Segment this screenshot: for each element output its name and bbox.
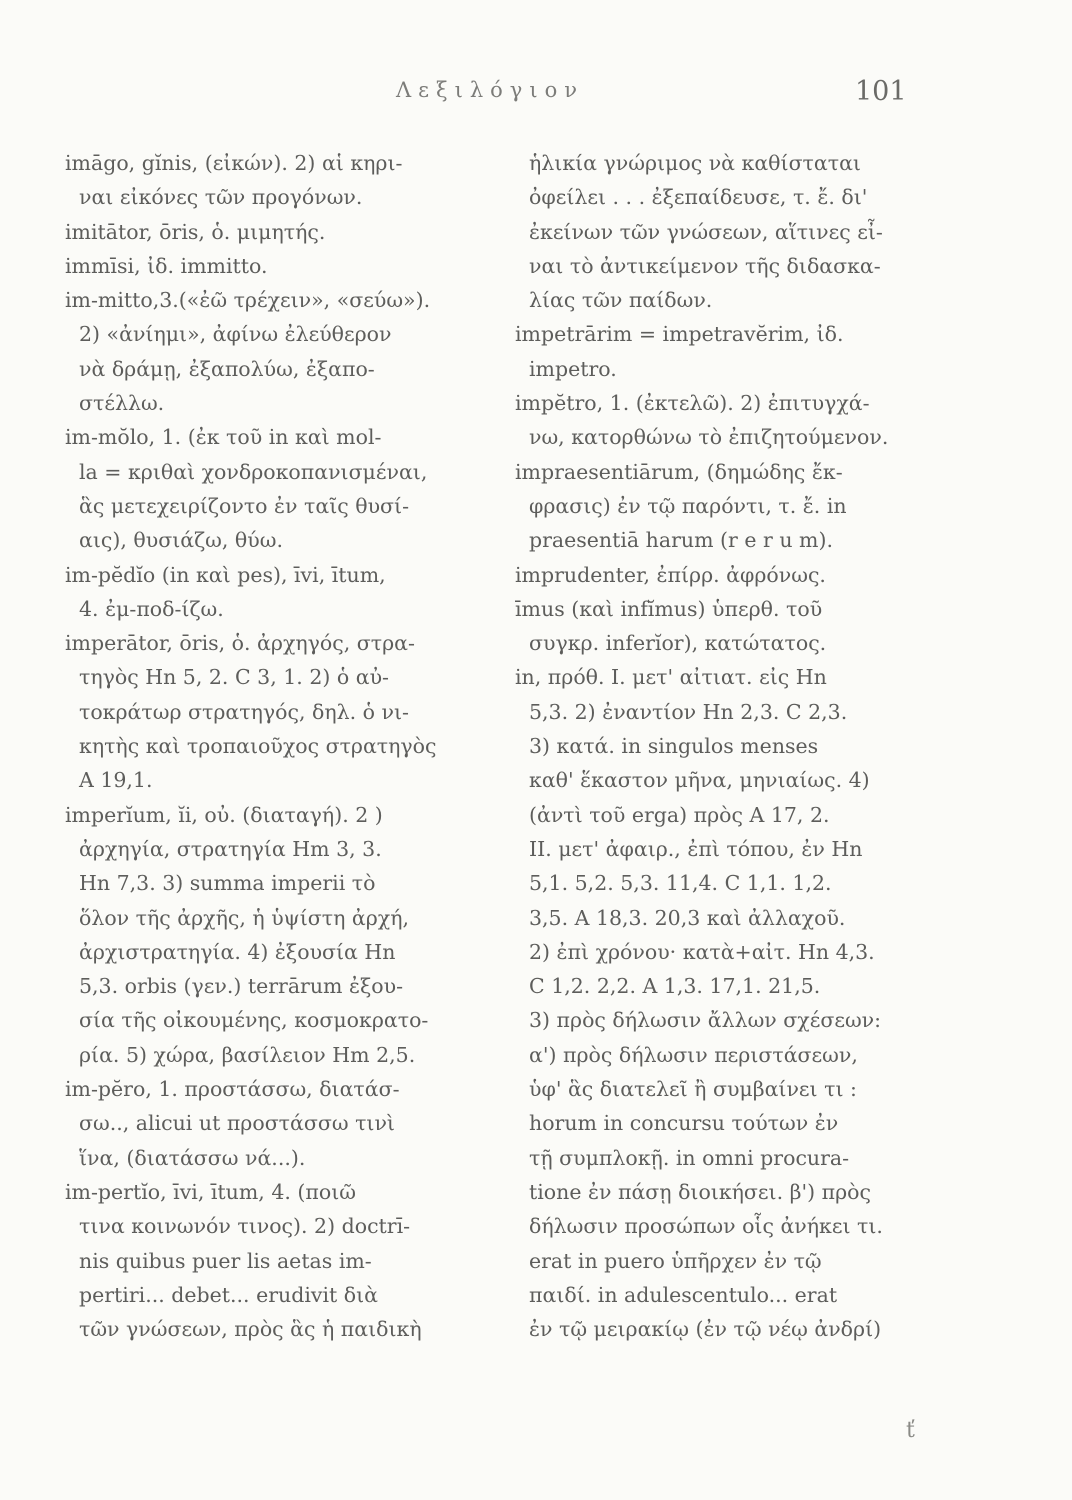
text-line: φρασις) ἐν τῷ παρόντι, τ. ἔ. in <box>529 493 847 518</box>
text-line: 3) πρὸς δήλωσιν ἄλλων σχέσεων: <box>529 1008 882 1033</box>
text-line: νὰ δράμῃ, ἐξαπολύω, ἐξαπο- <box>79 356 375 381</box>
text-line: 5,3. orbis (γεν.) terrārum ἐξου- <box>79 974 404 999</box>
text-line: δήλωσιν προσώπων οἷς ἀνήκει τι. <box>529 1214 883 1239</box>
left-column <box>65 146 495 1346</box>
text-line: τινα κοινωνόν τινος). 2) doctrī- <box>79 1214 411 1239</box>
text-line: impetro. <box>529 356 617 381</box>
text-line: impĕtro, 1. (ἐκτελῶ). 2) ἐπιτυγχά- <box>515 391 870 416</box>
text-line: imperĭum, ĭi, οὐ. (διαταγή). 2 ) <box>65 802 383 827</box>
text-line: (ἀντὶ τοῦ erga) πρὸς A 17, 2. <box>529 802 830 827</box>
text-line: im-mŏlo, 1. (ἐκ τοῦ in καὶ mol- <box>65 425 382 450</box>
text-line: ἀρχηγία, στρατηγία Hm 3, 3. <box>79 836 382 861</box>
text-line: nis quibus puer lis aetas im- <box>79 1248 372 1273</box>
text-line: īmus (καὶ infĭmus) ὑπερθ. τοῦ <box>515 596 823 621</box>
text-line: Hn 7,3. 3) summa imperii τὸ <box>79 871 376 896</box>
text-line: παιδί. in adulescentulo... erat <box>529 1282 838 1307</box>
text-line: im-mitto,3.(«ἐῶ τρέχειν», «σεύω»). <box>65 288 431 313</box>
text-line: λίας τῶν παίδων. <box>529 288 713 313</box>
text-line: im-pertĭo, īvi, ītum, 4. (ποιῶ <box>65 1179 356 1204</box>
text-line: erat in puero ὑπῆρχεν ἐν τῷ <box>529 1248 822 1273</box>
text-line: αις), θυσιάζω, θύω. <box>79 528 283 553</box>
text-line: νω, κατορθώνω τὸ ἐπιζητούμενον. <box>529 425 889 450</box>
text-line: 5,3. 2) ἐναντίον Hn 2,3. C 2,3. <box>529 699 848 724</box>
text-line: 2) ἐπὶ χρόνου· κατὰ+αἰτ. Hn 4,3. <box>529 939 875 964</box>
page-number: 101 <box>855 76 907 107</box>
text-line: 5,1. 5,2. 5,3. 11,4. C 1,1. 1,2. <box>529 871 832 896</box>
text-line: τοκράτωρ στρατηγός, δηλ. ὁ νι- <box>79 699 409 724</box>
text-line: imprudenter, ἐπίρρ. ἀφρόνως. <box>515 562 826 587</box>
text-line: tione ἐν πάσῃ διοικήσει. β') πρὸς <box>529 1179 871 1204</box>
text-line: ρία. 5) χώρα, βασίλειον Hm 2,5. <box>79 1042 416 1067</box>
running-head <box>0 78 1072 108</box>
text-line: ναι τὸ ἀντικείμενον τῆς διδασκα- <box>529 253 881 278</box>
text-line: ὑφ' ἃς διατελεῖ ἢ συμβαίνει τι : <box>529 1077 857 1102</box>
running-title: Λεξιλόγιον <box>396 78 584 102</box>
text-line: C 1,2. 2,2. A 1,3. 17,1. 21,5. <box>529 974 821 999</box>
text-line: τηγὸς Hn 5, 2. C 3, 1. 2) ὁ αὐ- <box>79 665 389 690</box>
text-line: ὅλον τῆς ἀρχῆς, ἡ ὑψίστη ἀρχή, <box>79 905 410 930</box>
text-line: A 19,1. <box>79 768 153 793</box>
text-line: ἐν τῷ μειρακίῳ (ἐν τῷ νέῳ ἀνδρί) <box>529 1317 882 1342</box>
text-line: imperātor, ōris, ὁ. ἀρχηγός, στρα- <box>65 631 415 656</box>
corner-mark: ť <box>906 1418 915 1443</box>
text-line: συγκρ. inferĭor), κατώτατος. <box>529 631 827 656</box>
text-line: in, πρόθ. I. μετ' αἰτιατ. εἰς Hn <box>515 665 827 690</box>
text-line: horum in concursu τούτων ἐν <box>529 1111 839 1136</box>
text-line: immīsi, ἰδ. immitto. <box>65 253 268 278</box>
right-column <box>515 146 925 1346</box>
text-line: im-pĕro, 1. προστάσσω, διατάσ- <box>65 1077 400 1102</box>
text-line: ἡλικία γνώριμος νὰ καθίσταται <box>529 151 861 175</box>
text-line: τῶν γνώσεων, πρὸς ἃς ἡ παιδικὴ <box>79 1317 422 1342</box>
text-line: la = κριθαὶ χονδροκοπανισμέναι, <box>79 459 428 484</box>
text-line: 3) κατά. in singulos menses <box>529 734 819 759</box>
text-line: ἐκείνων τῶν γνώσεων, αἵτινες εἶ- <box>529 219 883 244</box>
text-line: α') πρὸς δήλωσιν περιστάσεων, <box>529 1042 858 1067</box>
text-line: σία τῆς οἰκουμένης, κοσμοκρατο- <box>79 1008 429 1033</box>
text-line: pertiri... debet... erudivit διὰ <box>79 1282 379 1307</box>
text-line: σω.., alicui ut προστάσσω τινὶ <box>79 1111 395 1136</box>
text-line: 4. ἐμ-ποδ-ίζω. <box>79 596 224 621</box>
text-line: impraesentiārum, (δημώδης ἔκ- <box>515 459 843 484</box>
text-line: ἀρχιστρατηγία. 4) ἐξουσία Hn <box>79 939 396 964</box>
text-line: 3,5. A 18,3. 20,3 καὶ ἀλλαχοῦ. <box>529 905 846 930</box>
text-line: 2) «ἀνίημι», ἀφίνω ἐλεύθερον <box>79 322 392 347</box>
text-line: ἃς μετεχειρίζοντο ἐν ταῖς θυσί- <box>79 493 409 518</box>
text-line: τῇ συμπλοκῇ. in omni procura- <box>529 1145 850 1170</box>
text-line: II. μετ' ἀφαιρ., ἐπὶ τόπου, ἐν Hn <box>529 836 863 861</box>
text-line: ὀφείλει . . . ἐξεπαίδευσε, τ. ἔ. δι' <box>529 185 868 210</box>
text-line: στέλλω. <box>79 391 165 416</box>
text-line: imāgo, gĭnis, (εἰκών). 2) αἱ κηρι- <box>65 151 403 175</box>
text-line: κητὴς καὶ τροπαιοῦχος στρατηγὸς <box>79 734 437 759</box>
text-line: ἵνα, (διατάσσω νά...). <box>79 1145 306 1170</box>
text-line: im-pĕdĭo (in καὶ pes), īvi, ītum, <box>65 562 386 587</box>
text-line: impetrārim = impetravĕrim, ἰδ. <box>515 322 844 347</box>
text-line: praesentiā harum (r e r u m). <box>529 528 833 553</box>
text-line: ναι εἰκόνες τῶν προγόνων. <box>79 185 363 210</box>
text-line: καθ' ἕκαστον μῆνα, μηνιαίως. 4) <box>529 768 870 793</box>
text-line: imitātor, ōris, ὁ. μιμητής. <box>65 219 326 244</box>
